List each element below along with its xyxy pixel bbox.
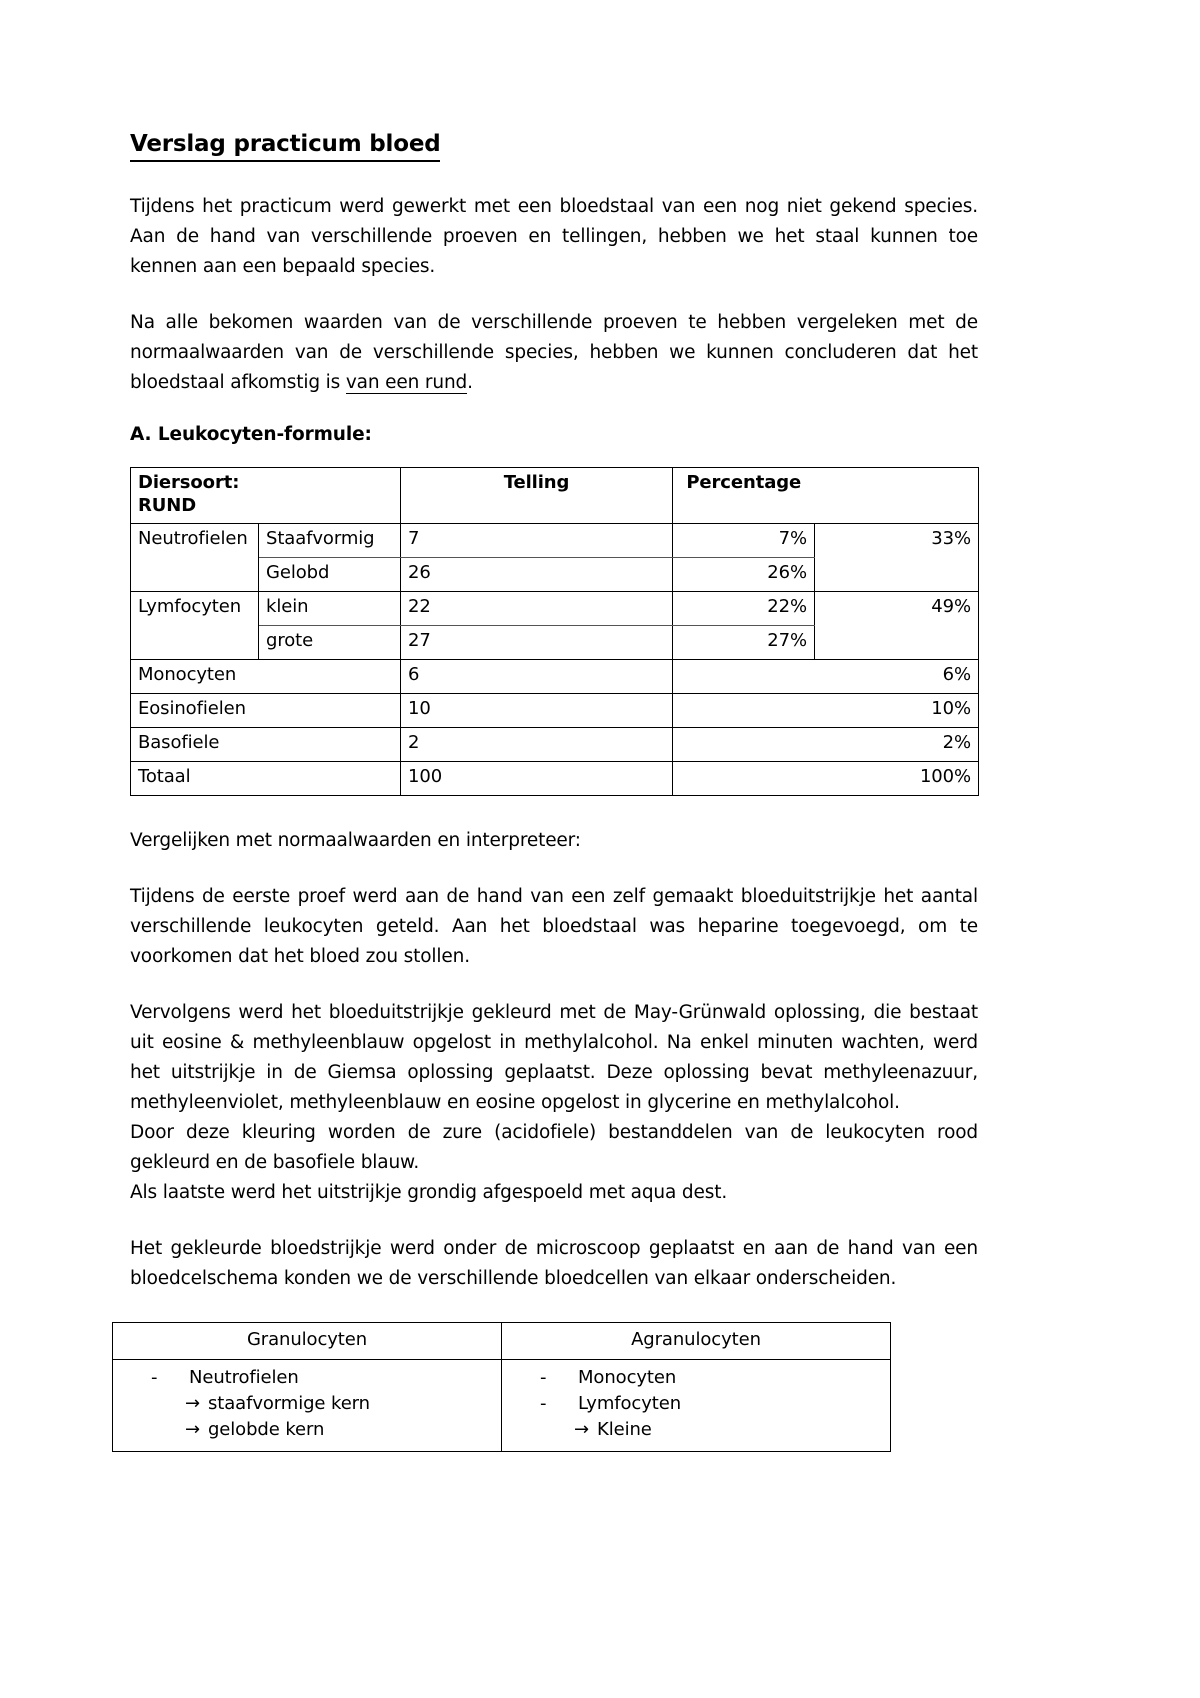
arrow-right-icon: → — [574, 1419, 589, 1441]
list-item — [512, 1365, 880, 1391]
arrow-right-icon: → — [185, 1419, 200, 1441]
paragraph-kleuring-1: Vervolgens werd het bloeduitstrijkje gekleurd met de May-Grünwald oplossing, die bestaat uit eosine & methyleenblauw opgelost in methylalcohol. Na enkel minuten wachten, werd het uitstrijkje in de Giemsa oplossing geplaatst. Deze oplossing bevat methyleenazuur, methyleenviolet, methyleenblauw en eosine opgelost in glycerine en methylalcohol. — [130, 1001, 978, 1113]
cell-granulocyten-list — [113, 1360, 502, 1452]
header-species-spacer — [259, 467, 401, 524]
header-agranulocyten: Agranulocyten — [502, 1323, 891, 1360]
conclusion-underlined-phrase: van een rund — [345, 371, 468, 393]
cell-percentage — [673, 660, 815, 694]
cell-cell-type: Neutrofielen — [131, 524, 259, 592]
cell-group-percentage: 2% — [815, 728, 979, 762]
list-item — [123, 1365, 491, 1391]
table-row-total — [131, 762, 979, 796]
cell-percentage — [673, 694, 815, 728]
paragraph-intro: Tijdens het practicum werd gewerkt met een bloedstaal van een nog niet gekend species. Aan de hand van verschillende proeven en tellingen, hebben we het staal kunnen toe kennen aan een bepaald species. — [130, 195, 978, 277]
conclusion-text-pre: Na alle bekomen waarden van de verschillende proeven te hebben vergeleken met de normaalwaarden van de verschillende species, hebben we kunnen concluderen dat het bloedstaal afkomstig is — [130, 311, 978, 393]
list-item-label: Monocyten — [578, 1367, 677, 1389]
page-title: Verslag practicum bloed — [130, 130, 440, 162]
cell-group-percentage: 33% — [815, 524, 979, 592]
cell-subtype — [259, 762, 401, 796]
paragraph-proef1: Tijdens de eerste proef werd aan de hand van een zelf gemaakt bloeduitstrijkje het aantal verschillende leukocyten geteld. Aan het bloedstaal was heparine toegevoegd, om te voorkomen dat het bloed zou stollen. — [130, 886, 978, 967]
cell-percentage: 27% — [673, 626, 815, 660]
header-count: Telling — [401, 467, 673, 524]
list-item — [512, 1417, 880, 1443]
list-item-label: Lymfocyten — [578, 1393, 682, 1415]
list-item-label: gelobde kern — [207, 1419, 325, 1441]
table-row — [131, 660, 979, 694]
list-marker: - — [151, 1367, 158, 1389]
table-row — [131, 524, 979, 558]
table-row — [113, 1360, 891, 1452]
cell-subtype: grote — [259, 626, 401, 660]
cell-percentage — [673, 762, 815, 796]
table-row — [131, 728, 979, 762]
cell-count: 7 — [401, 524, 673, 558]
table-row — [131, 592, 979, 626]
cell-cell-type: Lymfocyten — [131, 592, 259, 660]
paragraph-conclusion — [130, 308, 978, 398]
list-item-label: Kleine — [596, 1419, 652, 1441]
cell-group-percentage: 10% — [815, 694, 979, 728]
cell-count: 27 — [401, 626, 673, 660]
header-percentage: Percentage — [673, 467, 815, 524]
cell-percentage — [673, 728, 815, 762]
granulocyte-table-container — [112, 1322, 890, 1452]
granulocyte-classification-table — [112, 1322, 891, 1452]
list-marker: - — [540, 1393, 547, 1415]
list-marker: - — [540, 1367, 547, 1389]
header-percentage-spacer — [815, 467, 979, 524]
list-item — [123, 1391, 491, 1417]
leukocyte-formula-table — [130, 467, 979, 797]
cell-count: 6 — [401, 660, 673, 694]
table-header-row — [113, 1323, 891, 1360]
cell-count: 22 — [401, 592, 673, 626]
cell-group-percentage: 100% — [815, 762, 979, 796]
cell-cell-type: Eosinofielen — [131, 694, 259, 728]
cell-agranulocyten-list — [502, 1360, 891, 1452]
cell-subtype: klein — [259, 592, 401, 626]
cell-group-percentage: 6% — [815, 660, 979, 694]
cell-group-percentage: 49% — [815, 592, 979, 660]
cell-subtype — [259, 694, 401, 728]
cell-subtype: Gelobd — [259, 558, 401, 592]
header-species: Diersoort: RUND — [131, 467, 259, 524]
document-body — [130, 130, 978, 1320]
cell-count: 100 — [401, 762, 673, 796]
cell-cell-type: Monocyten — [131, 660, 259, 694]
table-row — [131, 694, 979, 728]
conclusion-text-post: . — [467, 371, 473, 393]
table-header-row — [131, 467, 979, 524]
cell-subtype: Staafvormig — [259, 524, 401, 558]
section-a-heading: A. Leukocyten-formule: — [130, 423, 372, 445]
list-item — [123, 1417, 491, 1443]
cell-percentage: 22% — [673, 592, 815, 626]
page-title-container — [130, 130, 978, 162]
cell-subtype — [259, 728, 401, 762]
cell-subtype — [259, 660, 401, 694]
cell-percentage: 26% — [673, 558, 815, 592]
cell-count: 2 — [401, 728, 673, 762]
list-item-label: staafvormige kern — [207, 1393, 370, 1415]
paragraph-kleuring-3: Als laatste werd het uitstrijkje grondig afgespoeld met aqua dest. — [130, 1181, 728, 1203]
list-item-label: Neutrofielen — [189, 1367, 299, 1389]
cell-cell-type: Totaal — [131, 762, 259, 796]
header-granulocyten: Granulocyten — [113, 1323, 502, 1360]
cell-count: 10 — [401, 694, 673, 728]
cell-count: 26 — [401, 558, 673, 592]
list-item — [512, 1391, 880, 1417]
paragraph-compare-heading: Vergelijken met normaalwaarden en interpreteer: — [130, 830, 581, 852]
paragraph-microscoop: Het gekleurde bloedstrijkje werd onder de microscoop geplaatst en aan de hand van een bloedcelschema konden we de verschillende bloedcellen van elkaar onderscheiden. — [130, 1237, 978, 1289]
cell-percentage: 7% — [673, 524, 815, 558]
paragraph-kleuring-2: Door deze kleuring worden de zure (acidofiele) bestanddelen van de leukocyten rood gekleurd en de basofiele blauw. — [130, 1121, 978, 1173]
arrow-right-icon: → — [185, 1393, 200, 1415]
cell-cell-type: Basofiele — [131, 728, 259, 762]
